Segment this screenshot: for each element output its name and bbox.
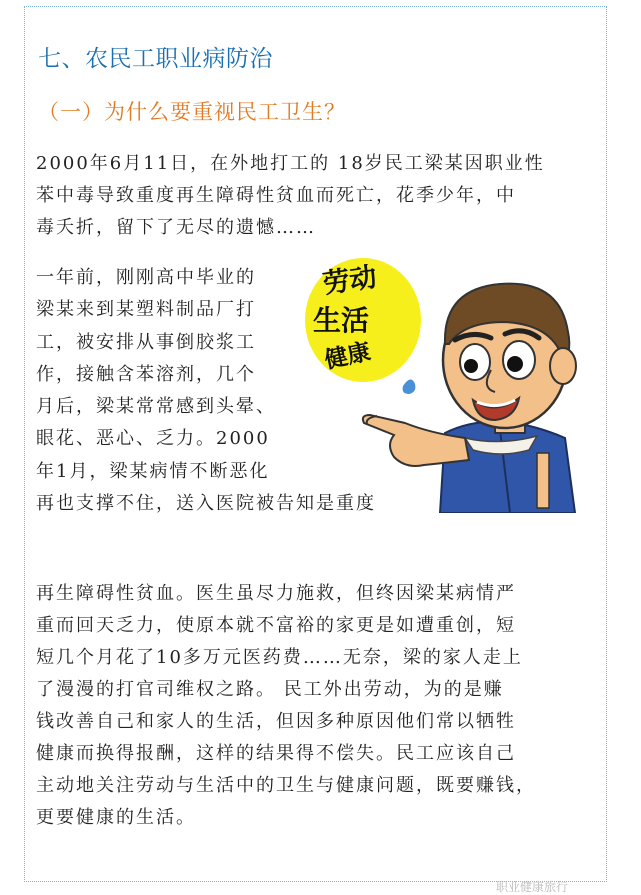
paragraph-line: 月后，梁某常常感到头晕、	[36, 396, 276, 418]
paragraph-line: 健康而换得报酬，这样的结果得不偿失。民工应该自己	[36, 743, 516, 764]
caption-life: 生活	[313, 304, 370, 337]
watermark	[496, 878, 568, 895]
section-title: 七、农民工职业病防治	[38, 46, 273, 72]
caption-labor: 劳动	[320, 261, 379, 300]
paragraph-line: 一年前，刚刚高中毕业的	[36, 267, 256, 288]
paragraph-line: 2000年6月11日，在外地打工的 18岁民工梁某因职业性	[36, 153, 545, 174]
subsection-title: （一）为什么要重视民工卫生？	[38, 100, 346, 124]
paragraph-line: 主动地关注劳动与生活中的卫生与健康问题，既要赚钱，	[36, 775, 536, 796]
paragraph-line: 梁某来到某塑料制品厂打	[36, 299, 256, 321]
paragraph-line: 毒夭折，留下了无尽的遗憾……	[36, 217, 316, 238]
paragraph-line: 再也支撑不住，送入医院被告知是重度	[36, 493, 376, 515]
paragraph-line: 眼花、恶心、乏力。2000	[36, 428, 270, 450]
watermark-text: 职业健康旅行	[496, 880, 569, 894]
paragraph-line: 作，接触含苯溶剂，几个	[36, 363, 256, 385]
paragraph-line: 更要健康的生活。	[36, 807, 196, 828]
paragraph-line: 工，被安排从事倒胶浆工	[36, 331, 256, 353]
caption-health: 健康	[322, 338, 373, 374]
paragraph-line: 再生障碍性贫血。医生虽尽力施救，但终因梁某病情严	[36, 583, 516, 604]
paragraph-line: 年1月，梁某病情不断恶化	[36, 460, 270, 482]
paragraph-line: 了漫漫的打官司维权之路。 民工外出劳动，为的是赚	[36, 679, 504, 700]
paragraph-line: 重而回天乏力，使原本就不富裕的家更是如遭重创，短	[36, 615, 516, 636]
paragraph-line: 短几个月花了10多万元医药费……无奈，梁的家人走上	[36, 647, 523, 668]
paragraph-line: 钱改善自己和家人的生活，但因多种原因他们常以牺牲	[36, 711, 516, 732]
droplet-icon	[403, 379, 416, 394]
paragraph-conclusion	[36, 578, 536, 834]
paragraph-intro	[36, 148, 545, 244]
paragraph-line: 苯中毒导致重度再生障碍性贫血而死亡，花季少年，中	[36, 185, 516, 206]
worker-cartoon-illustration	[305, 248, 585, 513]
pointing-arm	[363, 415, 469, 466]
